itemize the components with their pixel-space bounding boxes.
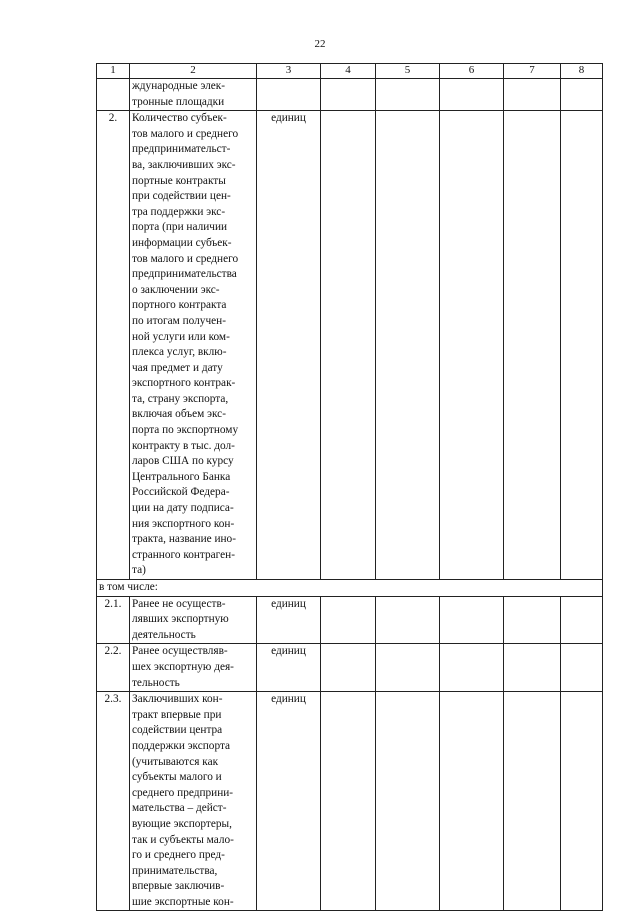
value-cell	[561, 111, 603, 580]
table-body	[97, 64, 603, 911]
column-header: 4	[321, 64, 376, 79]
value-cell	[376, 596, 440, 644]
value-cell	[321, 644, 376, 692]
indicator-name-line: впервые заключив-	[132, 880, 225, 893]
indicator-name-line: тов малого и среднего	[132, 127, 239, 140]
indicator-name-line: плекса услуг, вклю-	[132, 346, 227, 359]
indicator-name-line: го и среднего пред-	[132, 849, 225, 862]
row-number: 2.3.	[97, 692, 130, 911]
value-cell	[561, 644, 603, 692]
value-cell	[561, 692, 603, 911]
column-header: 2	[130, 64, 257, 79]
indicator-name-line: тов малого и среднего	[132, 252, 239, 265]
indicator-name-line: ной услуги или ком-	[132, 330, 230, 343]
value-cell	[504, 644, 561, 692]
indicator-name-line: информации субъек-	[132, 236, 232, 249]
value-cell	[440, 79, 504, 111]
indicator-name-line: так и субъекты мало-	[132, 833, 234, 846]
indicator-name-line: при содействии цен-	[132, 190, 231, 203]
column-header: 7	[504, 64, 561, 79]
indicator-name	[130, 79, 257, 111]
column-header: 8	[561, 64, 603, 79]
value-cell	[376, 79, 440, 111]
indicator-name-line: ждународные элек-	[132, 80, 226, 92]
column-header: 5	[376, 64, 440, 79]
indicator-name-line: принимательства,	[132, 864, 218, 877]
indicator-name-line: Количество субъек-	[132, 112, 227, 125]
indicator-name-line: тракта, название ино-	[132, 533, 236, 546]
unit-cell: единиц	[257, 692, 321, 911]
value-cell	[440, 111, 504, 580]
indicator-name-line: экспортного контрак-	[132, 377, 236, 390]
value-cell	[321, 596, 376, 644]
column-header: 3	[257, 64, 321, 79]
indicator-name-line: Центрального Банка	[132, 470, 231, 483]
report-table	[96, 63, 603, 911]
row-number: 2.	[97, 111, 130, 580]
value-cell	[504, 111, 561, 580]
table-row	[97, 79, 603, 111]
indicator-name-line: среднего предприни-	[132, 786, 234, 799]
indicator-name-line: о заключении экс-	[132, 283, 220, 296]
indicator-name-line: та)	[132, 564, 146, 577]
indicator-name-line: деятельность	[132, 628, 196, 641]
indicator-name-line: Российской Федера-	[132, 486, 230, 499]
value-cell	[504, 596, 561, 644]
row-number: 2.1.	[97, 596, 130, 644]
indicator-name-line: портного контракта	[132, 299, 227, 312]
unit-cell	[257, 79, 321, 111]
indicator-name-line: предпринимательст-	[132, 143, 231, 156]
value-cell	[440, 692, 504, 911]
value-cell	[376, 111, 440, 580]
row-number: 2.2.	[97, 644, 130, 692]
indicator-name	[130, 692, 257, 911]
indicator-name-line: шие экспортные кон-	[132, 895, 234, 908]
indicator-name	[130, 644, 257, 692]
value-cell	[504, 692, 561, 911]
subheader-cell: в том числе:	[97, 580, 603, 597]
indicator-name-line: вующие экспортеры,	[132, 817, 232, 830]
indicator-name-line: содействии центра	[132, 724, 223, 737]
indicator-name-line: ва, заключивших экс-	[132, 158, 236, 171]
page-number: 22	[314, 38, 326, 50]
value-cell	[561, 596, 603, 644]
indicator-name-line: портные контракты	[132, 174, 226, 187]
table-row	[97, 692, 603, 911]
indicator-name-line: тракт впервые при	[132, 708, 222, 721]
indicator-name-line: по итогам получен-	[132, 314, 226, 327]
indicator-name-line: включая объем экс-	[132, 408, 226, 421]
indicator-name-line: мательства – дейст-	[132, 802, 227, 815]
indicator-name-line: предпринимательства	[132, 268, 237, 281]
indicator-name-line: Заключивших кон-	[132, 693, 223, 706]
indicator-name-line: Ранее осуществляв-	[132, 645, 228, 658]
indicator-name	[130, 111, 257, 580]
unit-cell: единиц	[257, 644, 321, 692]
value-cell	[321, 79, 376, 111]
unit-cell: единиц	[257, 111, 321, 580]
indicator-name-line: тронные площадки	[132, 95, 225, 108]
indicator-name-line: ларов США по курсу	[132, 455, 234, 468]
value-cell	[321, 111, 376, 580]
indicator-name-line: лявших экспортную	[132, 613, 229, 626]
indicator-name-line: субъекты малого и	[132, 771, 222, 784]
indicator-name	[130, 596, 257, 644]
indicator-name-line: шех экспортную дея-	[132, 660, 234, 673]
indicator-name-line: ции на дату подписа-	[132, 502, 234, 515]
value-cell	[376, 644, 440, 692]
column-header: 1	[97, 64, 130, 79]
indicator-name-line: порта по экспортному	[132, 424, 239, 437]
table-header-row	[97, 64, 603, 79]
table-row	[97, 644, 603, 692]
table-row	[97, 580, 603, 597]
value-cell	[561, 79, 603, 111]
value-cell	[376, 692, 440, 911]
row-number	[97, 79, 130, 111]
indicator-name-line: поддержки экспорта	[132, 739, 231, 752]
indicator-name-line: странного контраген-	[132, 548, 235, 561]
value-cell	[321, 692, 376, 911]
value-cell	[440, 644, 504, 692]
table-row	[97, 111, 603, 580]
indicator-name-line: порта (при наличии	[132, 221, 228, 234]
indicator-name-line: Ранее не осуществ-	[132, 597, 226, 610]
indicator-name-line: (учитываются как	[132, 755, 219, 768]
indicator-name-line: контракту в тыс. дол-	[132, 439, 235, 452]
indicator-name-line: ния экспортного кон-	[132, 517, 235, 530]
indicator-name-line: та, страну экспорта,	[132, 392, 229, 405]
column-header: 6	[440, 64, 504, 79]
table-row	[97, 596, 603, 644]
unit-cell: единиц	[257, 596, 321, 644]
indicator-name-line: тра поддержки экс-	[132, 205, 226, 218]
indicator-name-line: тельность	[132, 676, 180, 689]
value-cell	[440, 596, 504, 644]
value-cell	[504, 79, 561, 111]
indicator-name-line: чая предмет и дату	[132, 361, 223, 374]
